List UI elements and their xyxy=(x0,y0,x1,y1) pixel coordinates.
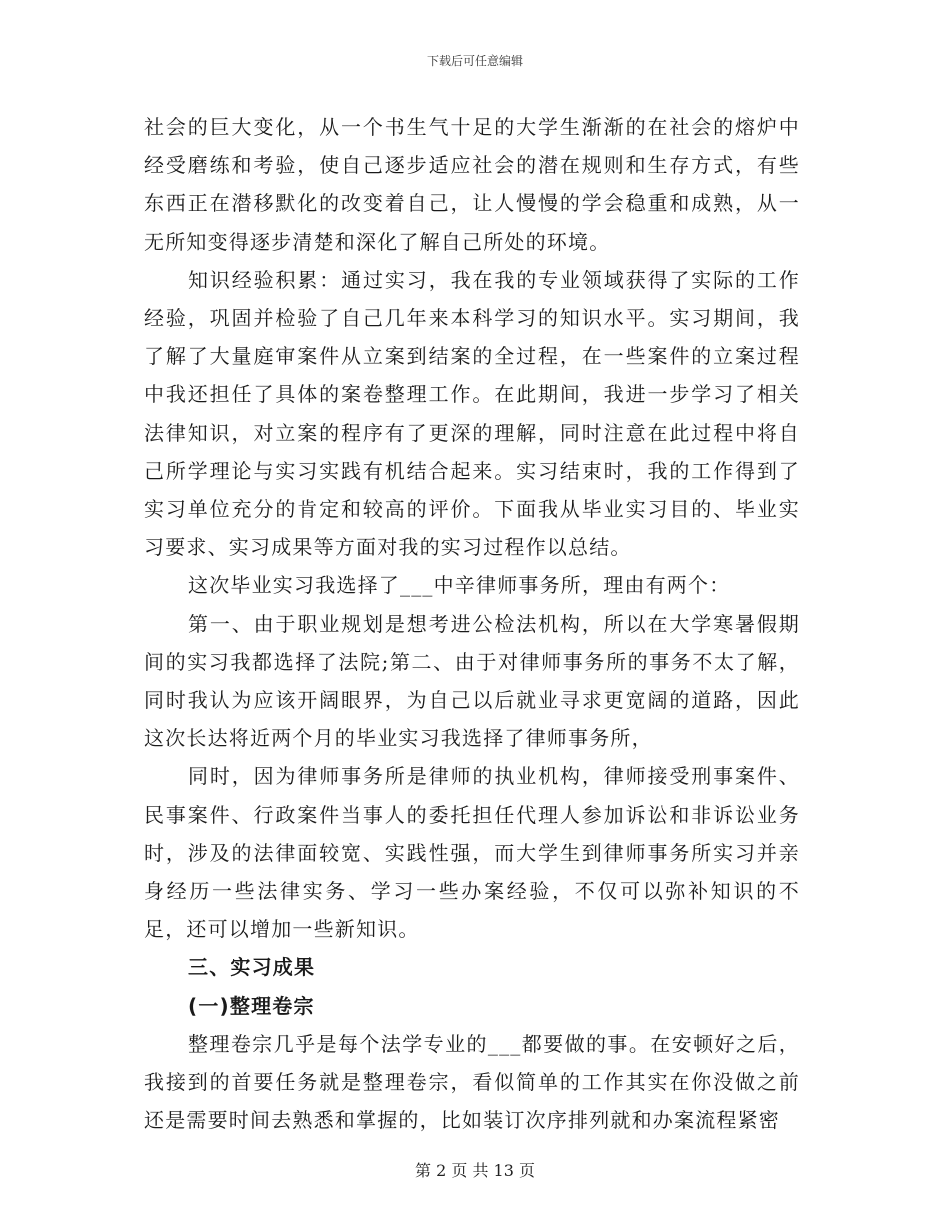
section-heading: 三、实习成果 xyxy=(188,955,316,980)
paragraph-knowledge: 知识经验积累：通过实习，我在我的专业领域获得了实际的工作经验，巩固并检验了自己几年来本科学习的知识水平。实习期间，我了解了大量庭审案件从立案到结案的全过程，在一些案件的立案过程中我还担任了具体的案卷整理工作。在此期间，我进一步学习了相关法律知识，对立案的程序有了更深的理解，同时注意在此过程中将自己所学理论与实习实践有机结合起来。实习结束时，我的工作得到了实习单位充分的肯定和较高的评价。下面我从毕业实习目的、毕业实习要求、实习成果等方面对我的实习过程作以总结。 xyxy=(144,267,800,560)
page-header: 下载后可任意编辑 xyxy=(426,54,523,68)
page-footer: 第 2 页 共 13 页 xyxy=(415,1161,535,1180)
document-body xyxy=(144,108,800,1139)
paragraph-choice: 这次毕业实习我选择了___中辛律师事务所，理由有两个： xyxy=(188,573,731,598)
paragraph-dossier: 整理卷宗几乎是每个法学专业的___都要做的事。在安顿好之后，我接到的首要任务就是整理卷宗，看似简单的工作其实在你没做之前还是需要时间去熟悉和掌握的，比如装订次序排列就和办案流程紧密 xyxy=(144,1031,800,1133)
paragraph-reason-one: 第一、由于职业规划是想考进公检法机构，所以在大学寒暑假期间的实习我都选择了法院;第二、由于对律师事务所的事务不太了解，同时我认为应该开阔眼界，为自己以后就业寻求更宽阔的道路，因此这次长达将近两个月的毕业实习我选择了律师事务所， xyxy=(144,611,800,751)
paragraph-continuation: 社会的巨大变化，从一个书生气十足的大学生渐渐的在社会的熔炉中经受磨练和考验，使自己逐步适应社会的潜在规则和生存方式，有些东西正在潜移默化的改变着自己，让人慢慢的学会稳重和成熟，从一无所知变得逐步清楚和深化了解自己所处的环境。 xyxy=(144,115,800,254)
paragraph-reason-two: 同时，因为律师事务所是律师的执业机构，律师接受刑事案件、民事案件、行政案件当事人的委托担任代理人参加诉讼和非诉讼业务时，涉及的法律面较宽、实践性强，而大学生到律师事务所实习并亲身经历一些法律实务、学习一些办案经验，不仅可以弥补知识的不足，还可以增加一些新知识。 xyxy=(144,764,800,942)
subsection-heading: (一)整理卷宗 xyxy=(188,993,315,1018)
